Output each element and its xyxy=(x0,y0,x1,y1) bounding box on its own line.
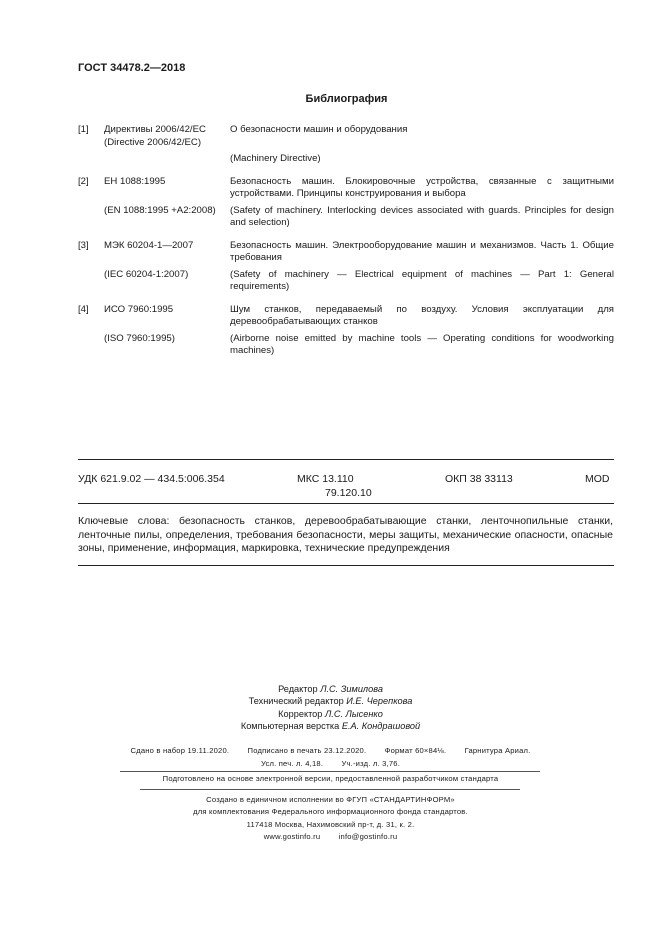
divider-middle xyxy=(78,503,614,504)
print-info-line-1 xyxy=(0,745,661,757)
editor-role: Компьютерная верстка xyxy=(240,720,340,731)
standard-number: ГОСТ 34478.2—2018 xyxy=(78,62,186,74)
bib-title: Безопасность машин. Электрооборудование машин и механизмов. Часть 1. Общие требования xyxy=(230,239,614,263)
mks-code xyxy=(297,472,372,500)
publisher-site-link[interactable]: www.gostinfo.ru xyxy=(263,832,321,841)
divider-print-2 xyxy=(140,789,520,790)
publisher-address: 117418 Москва, Нахимовский пр-т, д. 31, к. 2. xyxy=(246,820,415,829)
editor-line xyxy=(0,720,661,732)
purpose-note: для комплектования Федерального информационного фонда стандартов. xyxy=(193,807,468,816)
mks-code-2: 79.120.10 xyxy=(325,487,372,499)
bib-source: ЕН 1088:1995 xyxy=(104,175,166,187)
editors-block xyxy=(0,683,661,732)
bib-title: (Safety of machinery — Electrical equipment of machines — Part 1: General requirements) xyxy=(230,268,614,292)
bibliography-list xyxy=(78,124,614,362)
bib-number: [1] xyxy=(78,124,89,135)
bib-number: [2] xyxy=(78,175,89,187)
bib-title: (Machinery Directive) xyxy=(230,153,321,164)
bib-source: (EN 1088:1995 +A2:2008) xyxy=(104,204,216,216)
bib-source xyxy=(104,137,230,166)
bib-number: [4] xyxy=(78,303,89,315)
bib-entry-2 xyxy=(78,176,614,201)
print-font: Гарнитура Ариал. xyxy=(464,746,531,755)
editor-name: Л.С. Зимилова xyxy=(320,684,383,694)
bib-title: О безопасности машин и оборудования xyxy=(230,124,408,135)
print-info-line-2 xyxy=(0,758,661,770)
bib-source: (IEC 60204-1:2007) xyxy=(104,268,189,280)
editor-role: Редактор xyxy=(278,684,318,694)
created-note: Создано в единичном исполнении во ФГУП «СТАНДАРТИНФОРМ» xyxy=(206,795,455,804)
okp-code: ОКП 38 33113 xyxy=(445,473,513,485)
editor-line xyxy=(0,708,661,720)
print-signed-date: Подписано в печать 23.12.2020. xyxy=(247,746,367,755)
mod-label: MOD xyxy=(585,473,610,485)
prepared-note: Подготовлено на основе электронной версии, предоставленной разработчиком стандарта xyxy=(162,774,499,783)
bib-entry-3 xyxy=(78,240,614,265)
editor-name: И.Е. Черепкова xyxy=(346,696,413,707)
editor-line xyxy=(0,695,661,707)
bib-entry-4 xyxy=(78,304,614,329)
bib-title: Шум станков, передаваемый по воздуху. Условия эксплуатации для деревообрабатывающих станков xyxy=(230,303,614,327)
print-set-date: Сдано в набор 19.11.2020. xyxy=(130,746,230,755)
bib-title: (Airborne noise emitted by machine tools — Operating conditions for woodworking machines) xyxy=(230,332,614,356)
editor-name: Е.А. Кондрашовой xyxy=(341,720,421,731)
print-sheets: Усл. печ. л. 4,18. xyxy=(260,759,324,768)
bib-source: ИСО 7960:1995 xyxy=(104,303,174,315)
print-format: Формат 60×84⅛. xyxy=(384,746,447,755)
editor-name: Л.С. Лысенко xyxy=(324,708,383,719)
bibliography-title: Библиография xyxy=(305,93,388,105)
bib-title: Безопасность машин. Блокировочные устройства, связанные с защитными устройствами. Принципы конструирования и выбора xyxy=(230,175,614,199)
bib-source: МЭК 60204-1—2007 xyxy=(104,239,194,251)
bib-source: (ISO 7960:1995) xyxy=(104,332,175,344)
mks-code-1: МКС 13.110 xyxy=(297,473,354,485)
bib-number: [3] xyxy=(78,239,89,251)
bib-source: Директивы 2006/42/EC (Directive 2006/42/EC) xyxy=(104,124,206,148)
udk-code: УДК 621.9.02 — 434.5:006.354 xyxy=(78,473,225,485)
divider-bottom xyxy=(78,565,614,566)
keywords: Ключевые слова: безопасность станков, деревообрабатывающие станки, ленточнопильные станки, ленточные пилы, определения, требования безопасности, меры защиты, механические опасности, опасные зоны, применение, информация, маркировка, технические предупреждения xyxy=(78,515,613,554)
publisher-contacts xyxy=(0,831,661,843)
publisher-email-link[interactable]: info@gostinfo.ru xyxy=(338,832,398,841)
editor-role: Корректор xyxy=(278,708,323,719)
print-edition: Уч.-изд. л. 3,76. xyxy=(341,759,401,768)
divider-top xyxy=(78,459,614,460)
editor-role: Технический редактор xyxy=(248,696,344,707)
bib-title: (Safety of machinery. Interlocking devices associated with guards. Principles for design and selection) xyxy=(230,204,614,228)
editor-line xyxy=(0,683,661,695)
divider-print-1 xyxy=(120,771,540,772)
